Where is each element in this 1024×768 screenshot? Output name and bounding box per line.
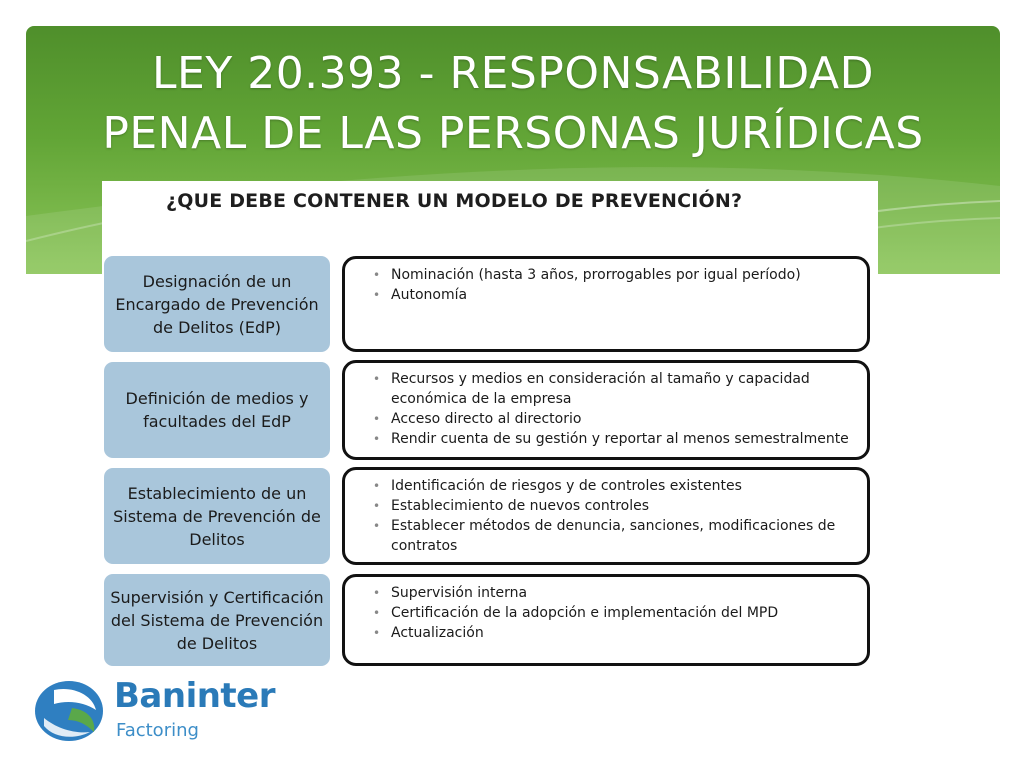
bullet-icon: •	[373, 372, 381, 386]
bullet-icon: •	[373, 479, 381, 493]
bullet-icon: •	[373, 606, 381, 620]
bullet-icon: •	[373, 626, 381, 640]
logo-subtitle: Factoring	[116, 720, 199, 741]
row-label-definicion: Definición de medios y facultades del EdP	[104, 362, 330, 458]
section-question: ¿QUE DEBE CONTENER UN MODELO DE PREVENCIÓN?	[166, 190, 743, 212]
row-details-designacion	[342, 256, 870, 352]
baninter-logo-icon	[34, 680, 104, 742]
list-item: • Autonomía	[373, 287, 468, 303]
bullet-icon: •	[373, 586, 381, 600]
list-item: • Establecer métodos de denuncia, sanciones, modificaciones de contratos	[373, 518, 836, 554]
bullet-icon: •	[373, 288, 381, 302]
list-item: • Identificación de riesgos y de controles existentes	[373, 478, 742, 494]
bullet-icon: •	[373, 519, 381, 533]
bullet-icon: •	[373, 268, 381, 282]
list-item: • Nominación (hasta 3 años, prorrogables por igual período)	[373, 267, 801, 283]
list-item: • Establecimiento de nuevos controles	[373, 498, 650, 514]
list-item: • Certificación de la adopción e implementación del MPD	[373, 605, 779, 621]
row-details-supervision	[342, 574, 870, 666]
row-label-establecimiento: Establecimiento de un Sistema de Prevención de Delitos	[104, 468, 330, 564]
logo-name: Baninter	[114, 676, 276, 716]
title-line-1: LEY 20.393 - RESPONSABILIDAD	[152, 48, 874, 99]
bullet-icon: •	[373, 412, 381, 426]
list-item: • Rendir cuenta de su gestión y reportar al menos semestralmente	[373, 431, 849, 447]
row-label-supervision: Supervisión y Certificación del Sistema de Prevención de Delitos	[104, 574, 330, 666]
bullet-icon: •	[373, 499, 381, 513]
row-details-establecimiento	[342, 467, 870, 565]
list-item: • Acceso directo al directorio	[373, 411, 582, 427]
title-line-2: PENAL DE LAS PERSONAS JURÍDICAS	[102, 108, 924, 159]
row-label-designacion: Designación de un Encargado de Prevención de Delitos (EdP)	[104, 256, 330, 352]
list-item: • Actualización	[373, 625, 484, 641]
row-details-definicion	[342, 360, 870, 460]
list-item: • Supervisión interna	[373, 585, 528, 601]
list-item: • Recursos y medios en consideración al tamaño y capacidad económica de la empresa	[373, 371, 810, 407]
bullet-icon: •	[373, 432, 381, 446]
slide-title	[26, 44, 1000, 164]
